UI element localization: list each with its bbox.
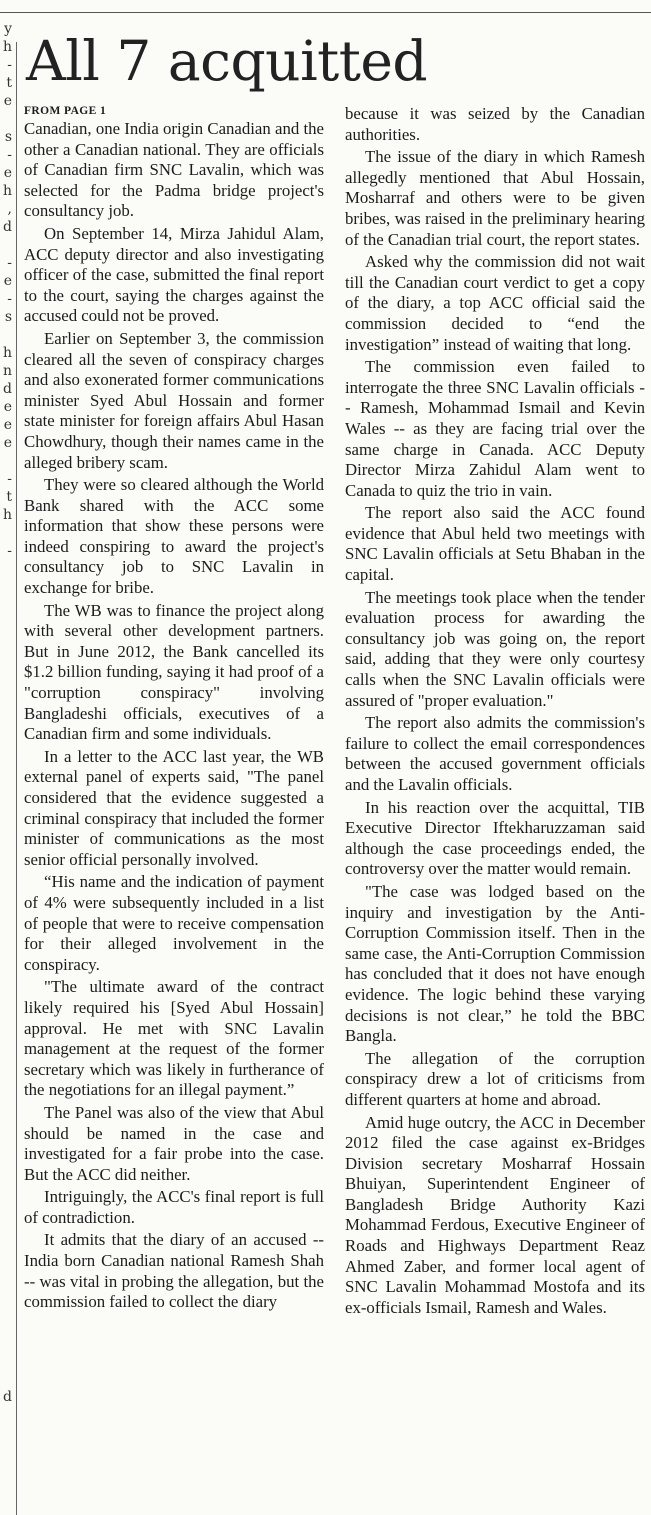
edge-fragment [0,236,16,254]
edge-fragment [0,704,16,722]
edge-fragment [0,1136,16,1154]
paragraph: The commission even failed to interrogate the three SNC Lavalin officials -- Ramesh, Mohammad Ismail and Kevin Wales -- as they are facing trial over the same charge in Canada. ACC Deputy Director Mirza Zahidul Alam went to Canada to quiz the trio in vain. [345,357,645,500]
edge-fragment [0,794,16,812]
edge-fragment [0,776,16,794]
edge-fragment [0,1370,16,1388]
edge-fragment [0,686,16,704]
edge-fragment [0,1334,16,1352]
edge-fragment: - [7,471,12,487]
edge-fragment [0,1244,16,1262]
paragraph: The meetings took place when the tender evaluation process for awarding the consultancy job was going on, the report said, adding that they were only courtesy calls when the SNC Lavalin officials were assured of "proper evaluation." [345,587,645,710]
edge-fragment: h [2,39,12,55]
edge-fragment: n [2,363,12,379]
paragraph: because it was seized by the Canadian authorities. [345,104,645,144]
edge-fragment [0,884,16,902]
paragraph: The issue of the diary in which Ramesh allegedly mentioned that Abul Hossain, Mosharraf and others were to be given bribes, was raised in the preliminary hearing of the Canadian trial court, the report states. [345,147,645,249]
edge-fragment: e [3,273,12,289]
edge-fragment [0,1082,16,1100]
edge-fragment [0,1118,16,1136]
paragraph: Asked why the commission did not wait till the Canadian court verdict to get a copy of the diary, a top ACC official said the commission decided to “end the investigation” instead of waiting that long. [345,252,645,354]
edge-fragment [0,110,16,128]
edge-fragment: , [7,201,12,217]
edge-fragment [0,650,16,668]
edge-fragment [0,992,16,1010]
paragraph: In a letter to the ACC last year, the WB external panel of experts said, "The panel considered that the evidence suggested a criminal conspiracy that included the former minister of communications as the most senior official personally involved. [24,746,324,869]
edge-fragment [0,614,16,632]
edge-fragment: h [2,345,12,361]
edge-fragment [0,1100,16,1118]
edge-fragment [0,1226,16,1244]
edge-fragment [0,1262,16,1280]
edge-fragment: h [2,183,12,199]
edge-fragment: s [4,309,12,325]
paragraph: Intriguingly, the ACC's final report is full of contradiction. [24,1187,324,1227]
edge-fragment: e [3,417,12,433]
edge-fragment [0,848,16,866]
edge-fragment [0,452,16,470]
edge-fragment: - [7,255,12,271]
edge-fragment: d [3,381,12,397]
edge-fragment [0,1010,16,1028]
edge-fragment [0,1208,16,1226]
edge-fragment [0,1046,16,1064]
paragraph: It admits that the diary of an accused -- India born Canadian national Ramesh Shah -- was vital in probing the allegation, but the commission failed to collect the diary [24,1230,324,1312]
paragraph: On September 14, Mirza Jahidul Alam, ACC deputy director and also investigating officer of the case, submitted the final report to the court, saying the charges against the accused could not be proved. [24,223,324,326]
edge-fragment [0,1280,16,1298]
edge-fragment [0,596,16,614]
paragraph: The report also admits the commission's failure to collect the email correspondences between the accused government officials and the Lavalin officials. [345,713,645,794]
edge-fragment: - [7,543,12,559]
edge-fragment: e [3,165,12,181]
edge-fragment [0,902,16,920]
column-rule [16,42,17,1515]
edge-fragment: e [3,435,12,451]
paragraph: “His name and the indication of payment of 4% were subsequently included in a list of people that were to receive compensation for their alleged involvement in the conspiracy. [24,872,324,974]
edge-fragment [0,1172,16,1190]
paragraph: Amid huge outcry, the ACC in December 2012 filed the case against ex-Bridges Division secretary Mosharraf Hossain Bhuiyan, Superintendent Engineer of Bangladesh Bridge Authority Kazi Mohammad Ferdous, Executive Engineer of Roads and Highways Department Reaz Ahmed Zaber, and former local agent of SNC Lavalin Mohammad Mostofa and its ex-officials Ismail, Ramesh and Wales. [345,1112,645,1317]
edge-fragment [0,956,16,974]
paragraph: "The case was lodged based on the inquiry and investigation by the Anti-Corruption Commission itself. Then in the same case, the Anti-Corruption Commission has concluded that it does not have enough evidence. The logic behind these varying decisions is not clear,” he told the BBC Bangla. [345,881,645,1046]
edge-fragment: - [7,57,12,73]
paragraph: The allegation of the corruption conspiracy drew a lot of criticisms from different quarters at home and abroad. [345,1048,645,1109]
adjacent-column-fragment [0,20,16,1515]
edge-fragment [0,632,16,650]
edge-fragment: d [3,219,12,235]
edge-fragment [0,560,16,578]
edge-fragment: h [2,507,12,523]
article-column-right [345,104,645,1320]
edge-fragment [0,812,16,830]
edge-fragment [0,1190,16,1208]
headline: All 7 acquitted [26,29,428,93]
edge-fragment [0,326,16,344]
edge-fragment: t [6,489,12,505]
edge-fragment [0,740,16,758]
edge-fragment [0,722,16,740]
paragraph: Canadian, one India origin Canadian and the other a Canadian national. They are officials of Canadian firm SNC Lavalin, which was selected for the Padma bridge project's consultancy job. [24,119,324,221]
edge-fragment [0,920,16,938]
paragraph: They were so cleared although the World Bank shared with the ACC some information that show these persons were indeed conspiring to award the project's consultancy job to SNC Lavalin in exchange for bribe. [24,475,324,598]
edge-fragment: - [7,291,12,307]
edge-fragment [0,938,16,956]
paragraph: The Panel was also of the view that Abul should be named in the case and investigated for a fair probe into the case. But the ACC did neither. [24,1102,324,1184]
edge-fragment [0,830,16,848]
paragraph: "The ultimate award of the contract likely required his [Syed Abul Hossain] approval. He met with SNC Lavalin management at the request of the former secretary which was likely in furtherance of the negotiations for an illegal payment.” [24,977,324,1100]
top-rule [0,12,651,13]
edge-fragment: e [3,93,12,109]
paragraph: Earlier on September 3, the commission cleared all the seven of conspiracy charges and also exonerated former communications minister Syed Abul Hossain and former state minister for foreign affairs Abul Hasan Chowdhury, though their names came in the alleged bribery scam. [24,328,324,472]
kicker: FROM PAGE 1 [24,105,107,117]
edge-fragment [0,1298,16,1316]
edge-fragment [0,974,16,992]
edge-fragment [0,1316,16,1334]
edge-fragment [0,1064,16,1082]
edge-fragment [0,668,16,686]
edge-fragment: t [6,75,12,91]
edge-fragment [0,524,16,542]
edge-fragment [0,866,16,884]
edge-fragment: y [4,21,12,37]
edge-fragment: s [4,129,12,145]
edge-fragment [0,758,16,776]
edge-fragment [0,578,16,596]
paragraph: The report also said the ACC found evidence that Abul held two meetings with SNC Lavalin officials at Setu Bhaban in the capital. [345,503,645,585]
edge-fragment [0,1352,16,1370]
paragraph: In his reaction over the acquittal, TIB Executive Director Iftekharuzzaman said although the case proceedings ended, the controversy over the matter would remain. [345,797,645,879]
edge-fragment [0,1028,16,1046]
paragraph: The WB was to finance the project along with several other development partners. But in June 2012, the Bank cancelled its $1.2 billion funding, saying it had proof of a "corruption conspiracy" involving Bangladeshi officials, executives of a Canadian firm and some individuals. [24,600,324,744]
edge-fragment: e [3,399,12,415]
article-column-left [24,104,324,1315]
edge-fragment: d [3,1389,12,1405]
edge-fragment: - [7,147,12,163]
edge-fragment [0,1154,16,1172]
